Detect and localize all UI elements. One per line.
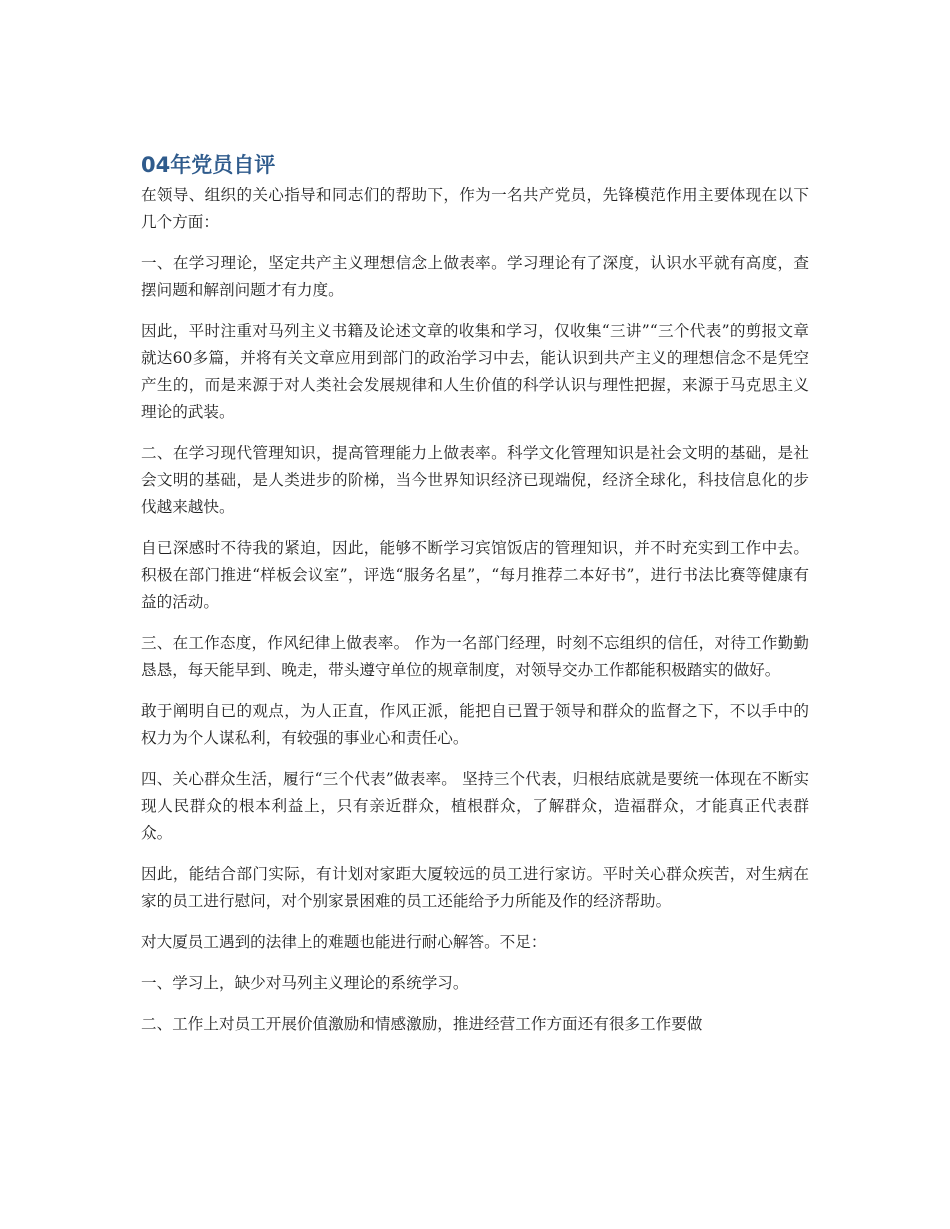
paragraph: 对大厦员工遇到的法律上的难题也能进行耐心解答。不足：: [141, 933, 547, 951]
paragraph: 四、关心群众生活，履行“三个代表”做表率。 坚持三个代表，归根结底就是要统一体现在不断实现人民群众的根本利益上，只有亲近群众，植根群众，了解群众，造福群众，才能真正代表群众。: [141, 770, 809, 842]
paragraph: 敢于阐明自已的观点，为人正直，作风正派，能把自已置于领导和群众的监督之下，不以手中的权力为个人谋私利，有较强的事业心和责任心。: [141, 702, 809, 747]
paragraph: 因此，能结合部门实际，有计划对家距大厦较远的员工进行家访。平时关心群众疾苦，对生病在家的员工进行慰问，对个别家景困难的员工还能给予力所能及作的经济帮助。: [141, 865, 809, 910]
paragraph: 二、工作上对员工开展价值激励和情感激励，推进经营工作方面还有很多工作要做: [141, 1015, 703, 1033]
document-title: 04年党员自评: [141, 153, 276, 177]
paragraph: 因此，平时注重对马列主义书籍及论述文章的收集和学习，仅收集“三讲”“三个代表”的剪报文章就达60多篇，并将有关文章应用到部门的政治学习中去，能认识到共产主义的理想信念不是凭空产生的，而是来源于对人类社会发展规律和人生价值的科学认识与理性把握，来源于马克思主义理论的武装。: [141, 322, 809, 421]
paragraph: 在领导、组织的关心指导和同志们的帮助下，作为一名共产党员，先锋模范作用主要体现在以下几个方面：: [141, 186, 809, 231]
paragraph: 自已深感时不待我的紧迫，因此，能够不断学习宾馆饭店的管理知识，并不时充实到工作中去。积极在部门推进“样板会议室”，评选“服务名星”，“每月推荐二本好书”，进行书法比赛等健康有益的活动。: [141, 539, 809, 611]
paragraph: 一、学习上，缺少对马列主义理论的系统学习。: [141, 974, 469, 992]
document-page: [141, 150, 809, 1052]
paragraph: 三、在工作态度，作风纪律上做表率。 作为一名部门经理，时刻不忘组织的信任，对待工作勤勤恳恳，每天能早到、晚走，带头遵守单位的规章制度，对领导交办工作都能积极踏实的做好。: [141, 634, 809, 679]
paragraph: 二、在学习现代管理知识，提高管理能力上做表率。科学文化管理知识是社会文明的基础，是社会文明的基础，是人类进步的阶梯，当今世界知识经济已现端倪，经济全球化，科技信息化的步伐越来越快。: [141, 444, 809, 516]
paragraph: 一、在学习理论，坚定共产主义理想信念上做表率。学习理论有了深度，认识水平就有高度，查摆问题和解剖问题才有力度。: [141, 254, 809, 299]
